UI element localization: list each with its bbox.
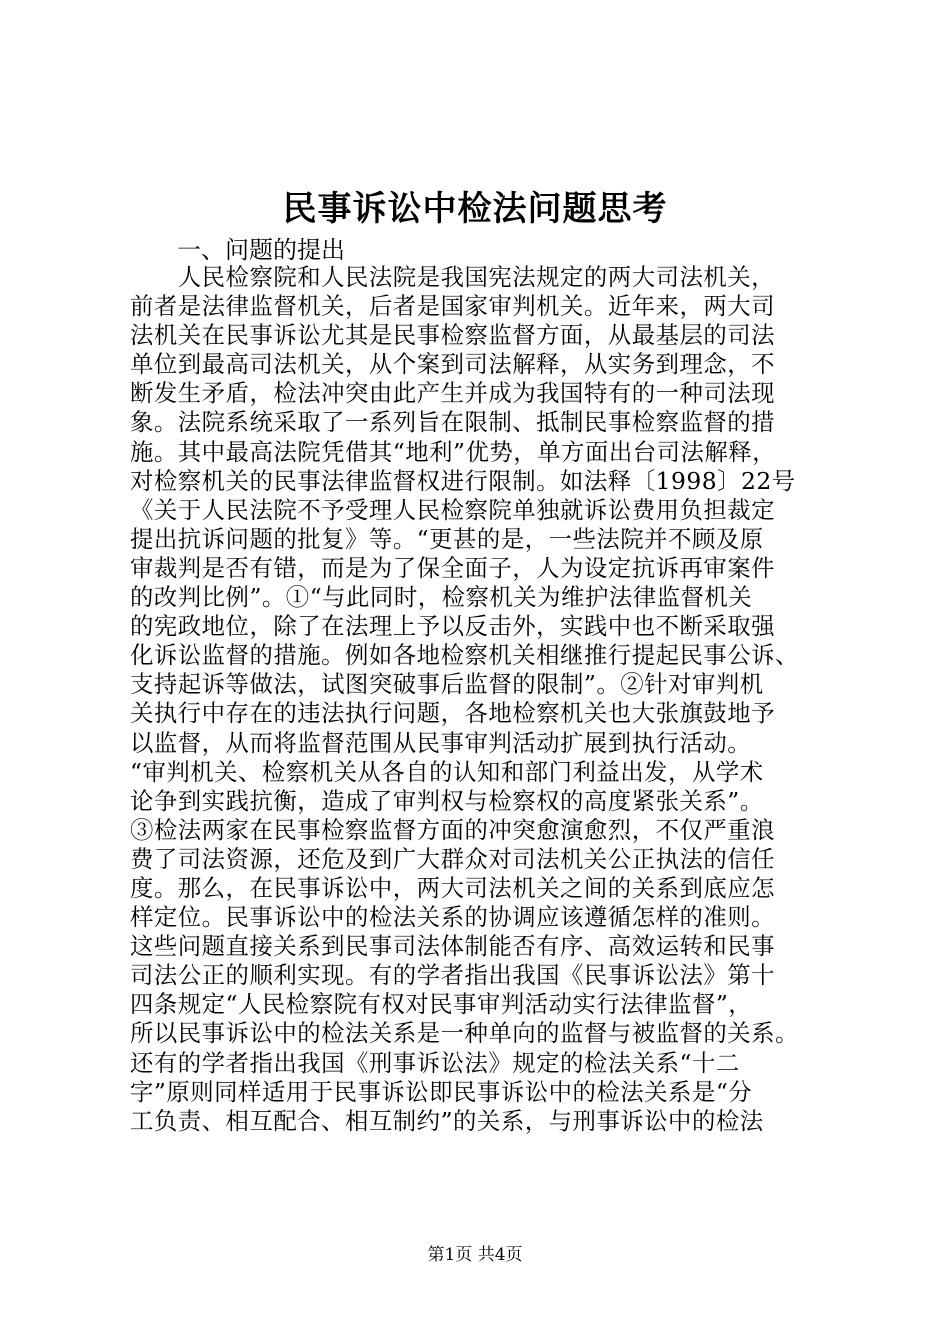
body-line: 费了司法资源，还危及到广大群众对司法机关公正执法的信任: [130, 844, 776, 873]
body-line: 单位到最高司法机关，从个案到司法解释，从实务到理念，不: [130, 350, 776, 379]
body-line: 人民检察院和人民法院是我国宪法规定的两大司法机关，: [130, 263, 776, 291]
body-line: 前者是法律监督机关，后者是国家审判机关。近年来，两大司: [130, 292, 776, 321]
body-line: 所以民事诉讼中的检法关系是一种单向的监督与被监督的关系。: [130, 1019, 799, 1048]
body-line: 的宪政地位，除了在法理上予以反击外，实践中也不断采取强: [130, 612, 776, 641]
body-line: 样定位。民事诉讼中的检法关系的协调应该遵循怎样的准则。: [130, 903, 776, 932]
body-paragraph: [130, 263, 850, 1136]
body-line: 字”原则同样适用于民事诉讼即民事诉讼中的检法关系是“分: [130, 1077, 753, 1106]
body-line: ③检法两家在民事检察监督方面的冲突愈演愈烈，不仅严重浪: [130, 815, 776, 844]
body-line: 关执行中存在的违法执行问题，各地检察机关也大张旗鼓地予: [130, 699, 776, 728]
body-line: 对检察机关的民事法律监督权进行限制。如法释〔1998〕22号: [130, 466, 796, 495]
body-line: 《关于人民法院不予受理人民检察院单独就诉讼费用负担裁定: [130, 495, 776, 524]
body-line: 的改判比例”。①“与此同时，检察机关为维护法律监督机关: [130, 583, 753, 612]
body-line: 以监督，从而将监督范围从民事审判活动扩展到执行活动。: [130, 728, 752, 757]
document-title: 民事诉讼中检法问题思考: [282, 189, 668, 229]
body-line: 化诉讼监督的措施。例如各地检察机关相继推行提起民事公诉、: [130, 641, 799, 670]
body-line: 象。法院系统采取了一系列旨在限制、抵制民事检察监督的措: [130, 408, 776, 437]
body-line: 断发生矛盾，检法冲突由此产生并成为我国特有的一种司法现: [130, 379, 776, 408]
body-line: 这些问题直接关系到民事司法体制能否有序、高效运转和民事: [130, 932, 776, 961]
body-line: 法机关在民事诉讼尤其是民事检察监督方面，从最基层的司法: [130, 321, 776, 350]
body-line: 工负责、相互配合、相互制约”的关系，与刑事诉讼中的检法: [130, 1106, 764, 1135]
body-line: 四条规定“人民检察院有权对民事审判活动实行法律监督”，: [130, 990, 753, 1019]
body-line: 度。那么，在民事诉讼中，两大司法机关之间的关系到底应怎: [130, 873, 776, 902]
page-footer: 第1页 共4页: [427, 1245, 523, 1265]
body-line: 司法公正的顺利实现。有的学者指出我国《民事诉讼法》第十: [130, 961, 776, 990]
body-line: 论争到实践抗衡，造成了审判权与检察权的高度紧张关系”。: [130, 786, 764, 815]
body-line: 还有的学者指出我国《刑事诉讼法》规定的检法关系“十二: [130, 1048, 740, 1077]
section-heading: 一、问题的提出: [177, 236, 345, 264]
body-line: 支持起诉等做法，试图突破事后监督的限制”。②针对审判机: [130, 670, 764, 699]
body-line: 审裁判是否有错，而是为了保全面子，人为设定抗诉再审案件: [130, 553, 776, 582]
body-line: 施。其中最高法院凭借其“地利”优势，单方面出台司法解释，: [130, 437, 777, 466]
body-line: 提出抗诉问题的批复》等。“更甚的是，一些法院并不顾及原: [130, 524, 764, 553]
body-line: “审判机关、检察机关从各自的认知和部门利益出发，从学术: [130, 757, 764, 786]
